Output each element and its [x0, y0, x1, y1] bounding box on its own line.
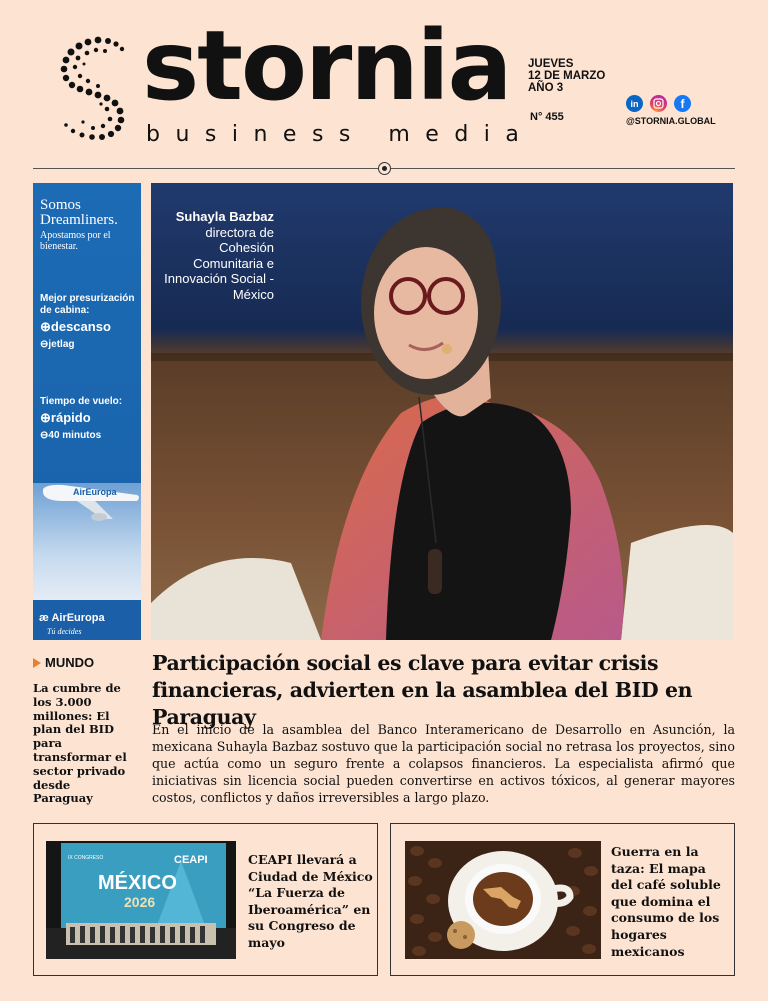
- minus-icon: ⊖: [40, 430, 49, 441]
- ad-brand: æ AirEuropa: [39, 612, 105, 624]
- story-card-ceapi[interactable]: [33, 823, 378, 976]
- photo-caption: [151, 209, 274, 302]
- side-story-link[interactable]: La cumbre de los 3.000 millones: El plan del BID para transformar el sector privado desde Paraguay: [33, 681, 127, 806]
- airplane-image: [33, 479, 141, 529]
- plus-icon: ⊕: [40, 319, 51, 334]
- airline-logo-icon: æ: [39, 612, 52, 624]
- ad-block1-plus: ⊕descanso: [40, 319, 111, 334]
- section-name: MUNDO: [45, 655, 95, 670]
- social-links: [626, 95, 691, 112]
- plus-icon: ⊕: [40, 410, 51, 425]
- coffee-story-title[interactable]: Guerra en la taza: El mapa del café soluble que domina el consumo de los hogares mexicanos: [611, 844, 721, 959]
- feature-lead: En el inicio de la asamblea del Banco Interamericano de Desarrollo en Asunción, la mexicana Suhayla Bazbaz sostuvo que la participación social no retrasa los proyectos, sino que actúa como un seguro frente a colapsos financieros. La especialista afirmó que iniciativas sin licencia social pueden convertirse en activos tóxicos, al generar mayores costos, conflictos y daños irreversibles a largo plazo.: [152, 722, 735, 805]
- facebook-icon[interactable]: f: [674, 95, 691, 112]
- linkedin-icon[interactable]: in: [626, 95, 643, 112]
- instagram-icon[interactable]: [650, 95, 667, 112]
- ad-slogan: Tú decides: [47, 627, 82, 636]
- ad-block2-minus: ⊖40 minutos: [40, 430, 102, 441]
- issue-year: AÑO 3: [528, 82, 564, 94]
- congress-small-text: IX CONGRESO: [68, 855, 104, 861]
- brand-wordmark: stornia: [142, 10, 511, 122]
- date-block: [528, 58, 605, 94]
- ad-block2-title: Tiempo de vuelo:: [40, 396, 123, 407]
- issue-date: 12 DE MARZO: [528, 70, 606, 82]
- ad-block1-title: Mejor presurización de cabina:: [40, 293, 135, 316]
- coffee-cup-photo: [405, 841, 601, 959]
- issue-day: JUEVES: [528, 58, 574, 70]
- year-banner-text: 2026: [124, 894, 156, 910]
- triangle-icon: [33, 658, 41, 668]
- ceapi-story-title[interactable]: CEAPI llevará a Ciudad de México “La Fuerza de Iberoamérica” en su Congreso de mayo: [248, 852, 373, 950]
- issue-number: N° 455: [530, 111, 564, 123]
- minus-icon: ⊖: [40, 339, 49, 350]
- ceapi-congress-photo: [46, 841, 236, 959]
- plane-livery-text: AirEuropa: [73, 487, 117, 497]
- stornia-logo-mark: [58, 34, 128, 140]
- airline-ad[interactable]: [33, 183, 141, 640]
- feature-headline[interactable]: Participación social es clave para evitar crisis financieras, advierten en la asamblea del BID en Paraguay: [152, 651, 693, 729]
- ad-block1-minus: ⊖jetlag: [40, 339, 75, 350]
- mexico-banner-text: MÉXICO: [98, 872, 177, 894]
- caption-name: Suhayla Bazbaz: [175, 209, 274, 224]
- story-card-coffee[interactable]: [390, 823, 735, 976]
- ceapi-logo-text: CEAPI: [174, 854, 208, 866]
- section-label[interactable]: [33, 655, 94, 670]
- brand-tagline: business media: [146, 122, 535, 147]
- ad-block2-plus: ⊕rápido: [40, 410, 91, 425]
- divider-ornament: [378, 162, 391, 175]
- ad-headline: Somos Dreamliners.: [40, 197, 118, 228]
- social-handle[interactable]: @STORNIA.GLOBAL: [626, 116, 716, 126]
- ad-subline: Apostamos por el bienestar.: [40, 230, 111, 252]
- caption-role: directora de Cohesión Comunitaria e Innovación Social - México: [164, 224, 274, 302]
